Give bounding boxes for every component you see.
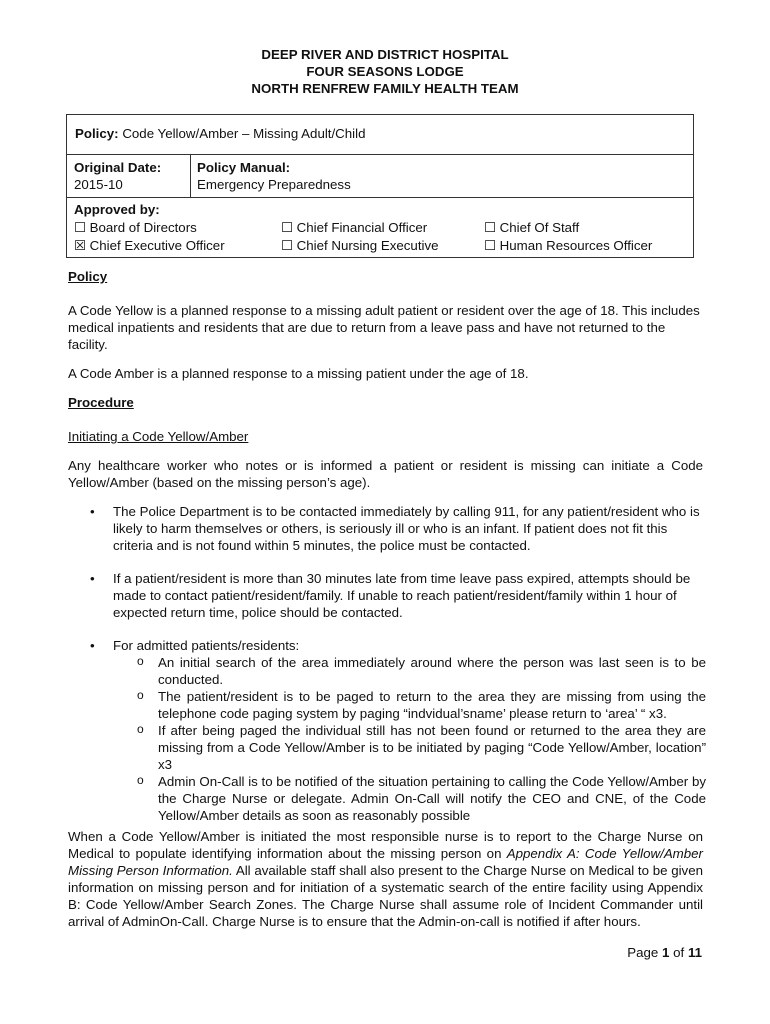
approver-label: Human Resources Officer <box>499 238 653 253</box>
lodge-name: FOUR SEASONS LODGE <box>306 64 464 79</box>
approver-label: Chief Financial Officer <box>296 220 428 235</box>
approver-chief-nursing-executive <box>281 237 484 255</box>
approver-grid <box>74 219 693 255</box>
checkbox-icon: ☐ <box>281 238 293 253</box>
policy-manual-label: Policy Manual: <box>197 160 291 175</box>
closing-text: All available staff shall also present to the Charge Nurse on Medical to be given information on missing person and for initiation of a systematic search of the entire facility using Appendix B: Code Yellow/Amber Search Zones. The Charge Nurse shall assume role of Incident Commander until arrival of AdminOn-Call. Charge Nurse is to ensure that the Admin-on-call is notified if after hours. <box>68 863 703 929</box>
approver-label: Chief Nursing Executive <box>296 238 439 253</box>
procedure-bullets-1 <box>68 503 706 554</box>
policy-manual-value: Emergency Preparedness <box>197 177 351 192</box>
checkbox-icon: ☐ <box>484 220 496 235</box>
checkbox-icon: ☐ <box>484 238 496 253</box>
original-date-label: Original Date: <box>74 160 162 175</box>
approver-human-resources-officer <box>484 237 693 255</box>
procedure-closing-block <box>68 828 703 930</box>
approved-by-row <box>67 198 693 257</box>
policy-paragraph-2 <box>68 365 703 382</box>
policy-label: Policy: <box>75 126 119 141</box>
approver-label: Board of Directors <box>89 220 197 235</box>
checkbox-icon: ☐ <box>281 220 293 235</box>
procedure-subheading-block <box>68 428 703 445</box>
approver-board-of-directors <box>74 219 281 237</box>
sub-list-item: o An initial search of the area immediately around where the person was last seen is to be conducted. <box>113 654 706 688</box>
policy-text: A Code Amber is a planned response to a missing patient under the age of 18. <box>68 366 529 381</box>
page-total: 11 <box>687 945 702 960</box>
bullet-text: For admitted patients/residents: <box>113 638 300 653</box>
approver-label: Chief Of Staff <box>499 220 580 235</box>
procedure-bullets-2 <box>68 570 706 621</box>
bullet-list <box>68 570 706 621</box>
policy-info-table <box>66 114 694 258</box>
hospital-name: DEEP RIVER AND DISTRICT HOSPITAL <box>261 47 509 62</box>
bullet-list <box>68 503 706 554</box>
original-date-cell <box>67 155 191 197</box>
sub-list-item: o Admin On-Call is to be notified of the situation pertaining to calling the Code Yellow/Amber by the Charge Nurse or delegate. Admin On-Call will notify the CEO and CNE, of the Code Yellow/Amber details as soon as reasonably possible <box>113 773 706 824</box>
page-number <box>627 945 702 960</box>
of-word: of <box>673 945 685 960</box>
bullet-list <box>68 637 706 824</box>
dates-row <box>67 155 693 198</box>
policy-manual-cell <box>191 155 351 197</box>
original-date-value: 2015-10 <box>74 177 123 192</box>
appendix-a-reference: Appendix A: Code Yellow/Amber Missing Person Information. <box>68 846 703 878</box>
policy-paragraph-1 <box>68 302 703 353</box>
health-team-name: NORTH RENFREW FAMILY HEALTH TEAM <box>251 81 519 96</box>
sub-list-item: o If after being paged the individual still has not been found or returned to the area they are missing from a Code Yellow/Amber is to be initiated by paging “Code Yellow/Amber, location” x3 <box>113 722 706 773</box>
procedure-bullets-3 <box>68 637 706 824</box>
checked-checkbox-icon: ☒ <box>74 238 86 253</box>
sub-list <box>113 654 706 824</box>
procedure-intro-block <box>68 457 703 491</box>
closing-text: When a Code Yellow/Amber is initiated the most responsible nurse is to report to the Charge Nurse on Medical to populate identifying information about the missing person on <box>68 829 703 861</box>
approver-label: Chief Executive Officer <box>89 238 225 253</box>
policy-section <box>68 268 703 285</box>
procedure-subheading: Initiating a Code Yellow/Amber <box>68 429 249 444</box>
page-word: Page <box>627 945 659 960</box>
procedure-heading: Procedure <box>68 395 134 410</box>
policy-text: A Code Yellow is a planned response to a missing adult patient or resident over the age of 18. This includes medical inpatients and residents that are due to return from a leave pass and have not returned to the facility. <box>68 303 700 352</box>
procedure-closing <box>68 828 703 930</box>
page-num: 1 <box>662 945 670 960</box>
approver-chief-financial-officer <box>281 219 484 237</box>
policy-row <box>67 115 693 155</box>
procedure-intro: Any healthcare worker who notes or is informed a patient or resident is missing can initiate a Code Yellow/Amber (based on the missing person’s age). <box>68 458 703 490</box>
policy-value: Code Yellow/Amber – Missing Adult/Child <box>122 126 366 141</box>
document-header <box>0 46 770 97</box>
list-item <box>68 637 706 824</box>
procedure-heading-block <box>68 394 703 411</box>
approver-chief-of-staff <box>484 219 693 237</box>
approved-by-label: Approved by: <box>74 202 160 217</box>
sub-list-item: o The patient/resident is to be paged to return to the area they are missing from using the telephone code paging system by paging “indvidual’sname’ please return to ‘area’ “ x3. <box>113 688 706 722</box>
list-item: • The Police Department is to be contacted immediately by calling 911, for any patient/resident who is likely to harm themselves or others, is seriously ill or who is an infant. If patient does not fit this criteria and is not found within 5 minutes, the police must be contacted. <box>68 503 706 554</box>
approver-chief-executive-officer <box>74 237 281 255</box>
policy-heading: Policy <box>68 269 108 284</box>
checkbox-icon: ☐ <box>74 220 86 235</box>
list-item: • If a patient/resident is more than 30 minutes late from time leave pass expired, attempts should be made to contact patient/resident/family. If unable to reach patient/resident/family within 1 hour of expected return time, police should be contacted. <box>68 570 706 621</box>
